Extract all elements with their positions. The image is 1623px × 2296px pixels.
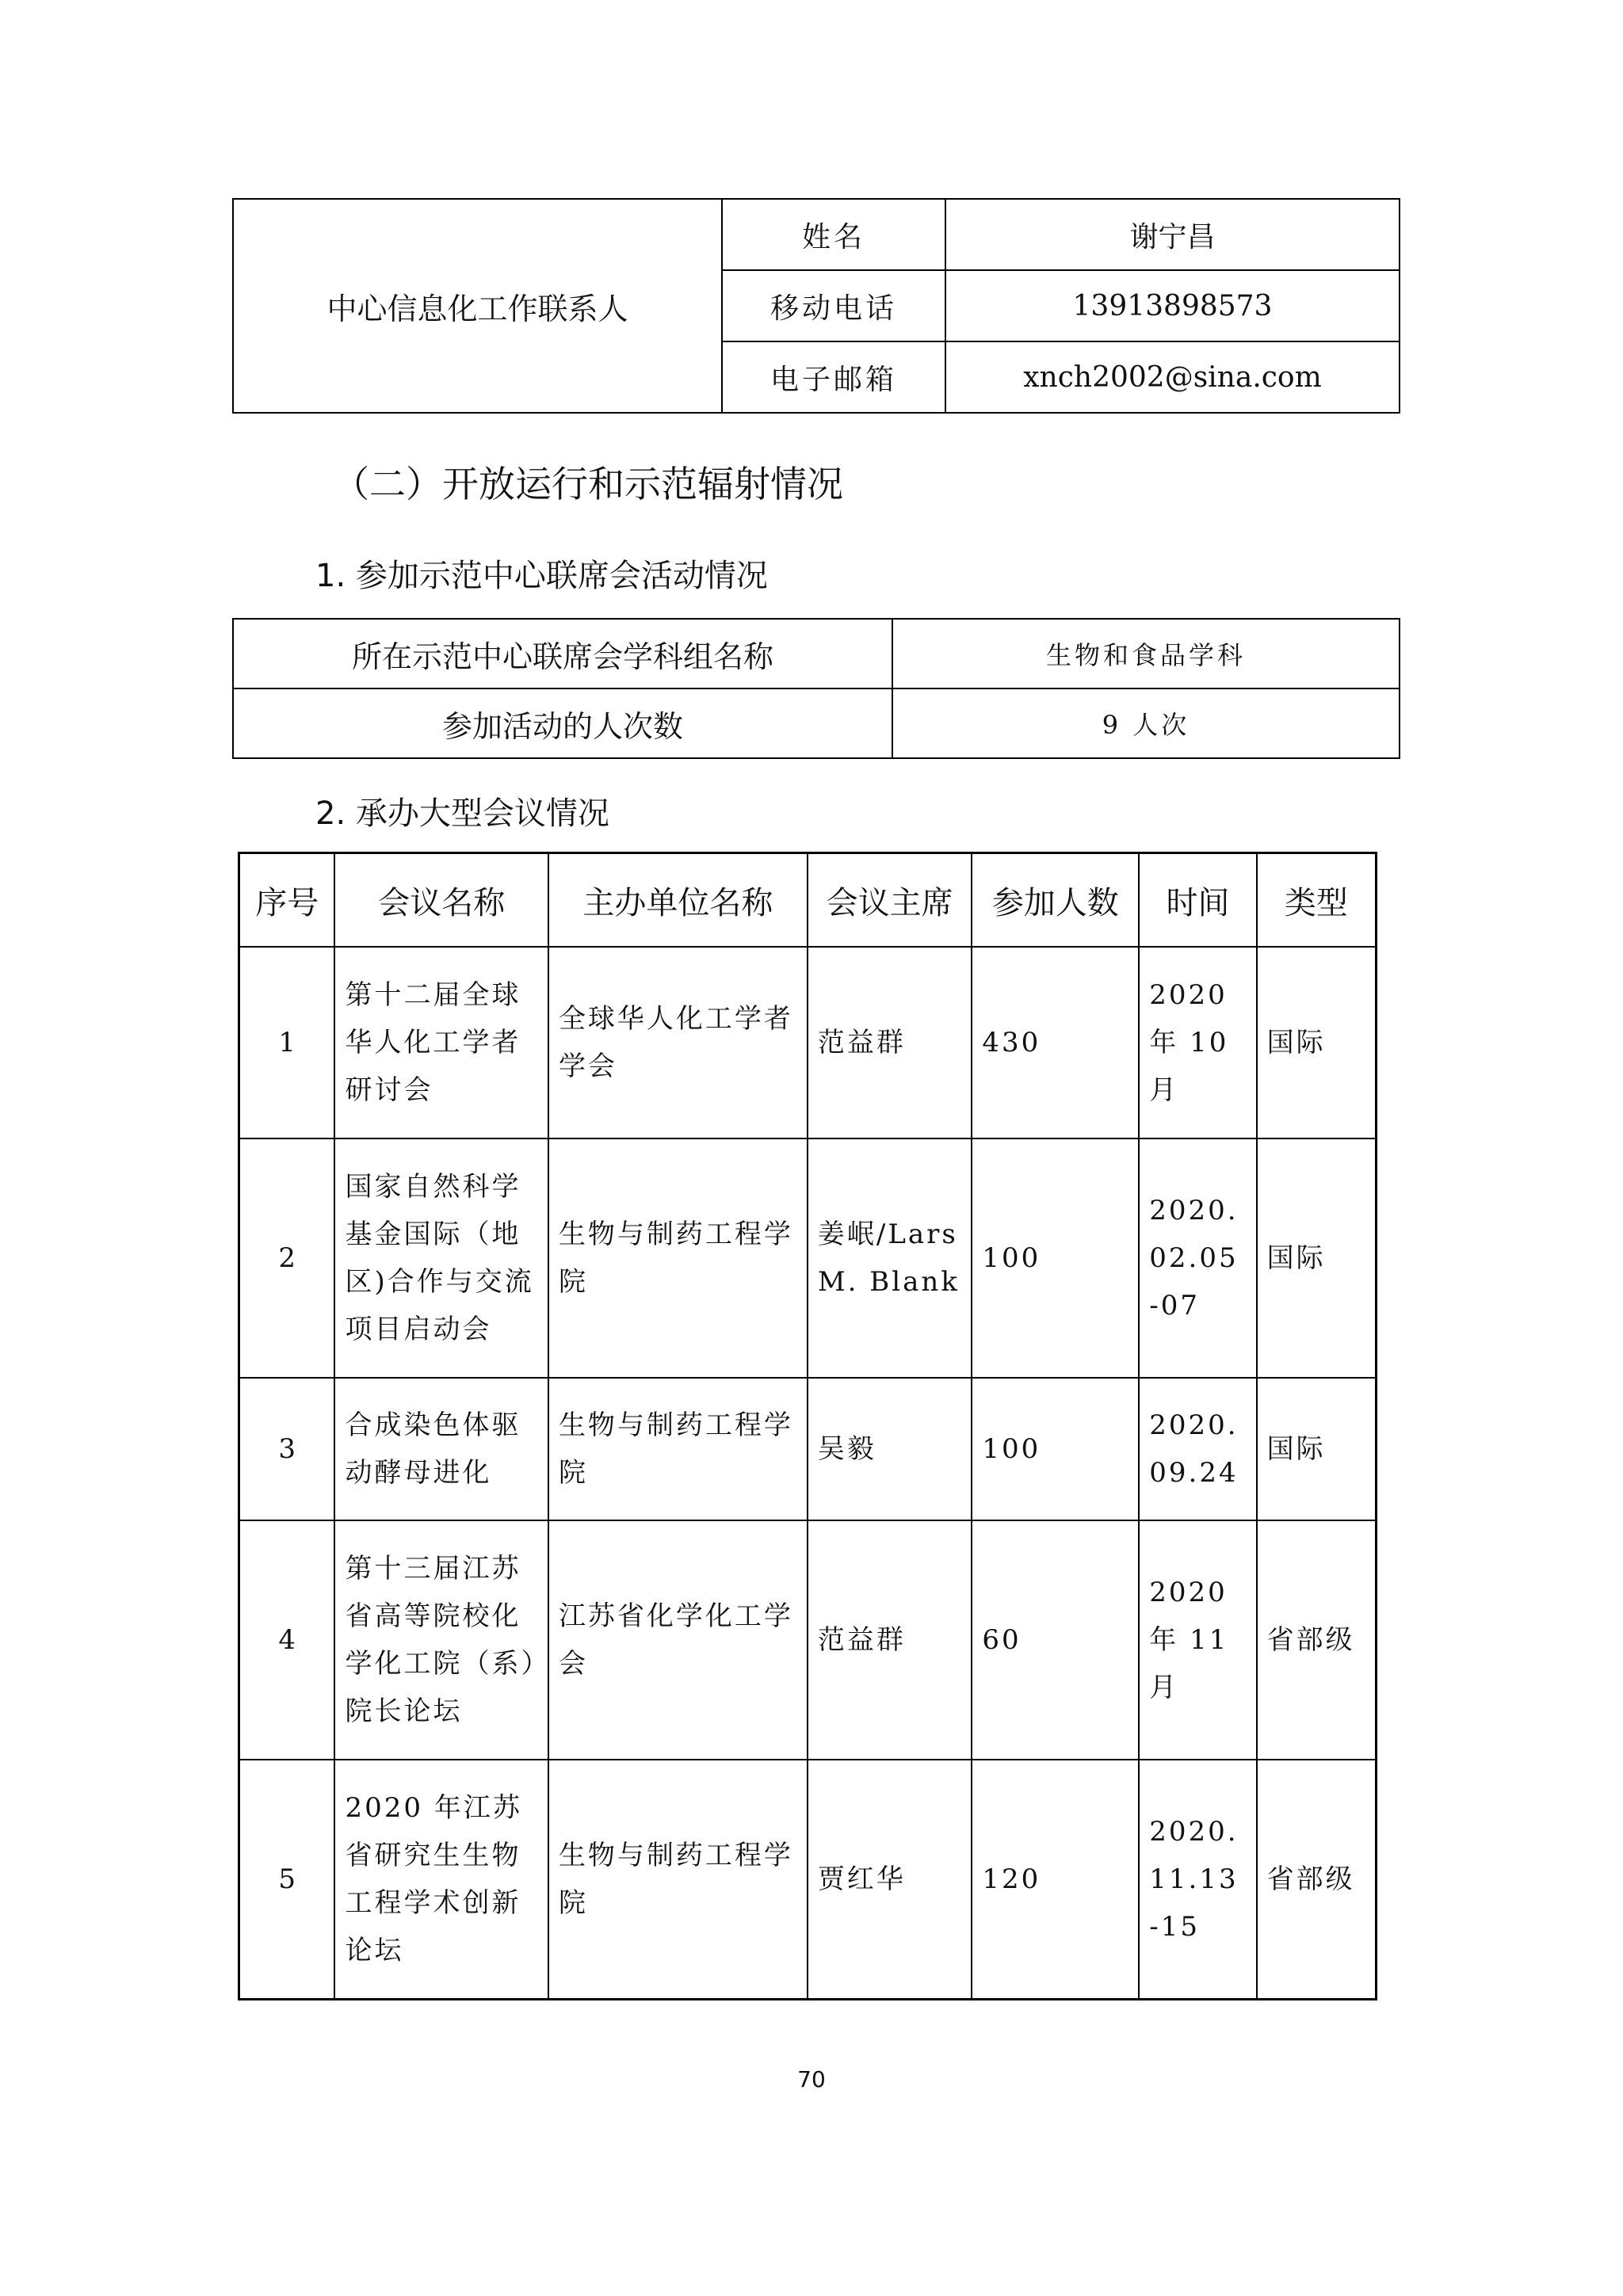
cell-no: 5 [239, 1760, 335, 1999]
joint-key: 参加活动的人次数 [233, 688, 892, 758]
page-number: 70 [797, 2066, 826, 2092]
cell-time: 2020.11.13-15 [1139, 1760, 1256, 1999]
cell-time: 2020 年 10 月 [1139, 947, 1256, 1138]
column-header: 会议名称 [334, 853, 548, 948]
cell-count: 60 [972, 1520, 1139, 1760]
cell-meeting-name: 第十二届全球华人化工学者研讨会 [334, 947, 548, 1138]
cell-no: 2 [239, 1138, 335, 1378]
cell-host: 江苏省化学化工学会 [548, 1520, 808, 1760]
cell-type: 省部级 [1257, 1760, 1377, 1999]
contact-label: 中心信息化工作联系人 [233, 199, 722, 413]
cell-host: 生物与制药工程学院 [548, 1378, 808, 1520]
column-header: 主办单位名称 [548, 853, 808, 948]
cell-host: 全球华人化工学者学会 [548, 947, 808, 1138]
cell-count: 100 [972, 1138, 1139, 1378]
contact-value: 13913898573 [945, 270, 1400, 341]
cell-type: 省部级 [1257, 1520, 1377, 1760]
cell-meeting-name: 2020 年江苏省研究生生物工程学术创新论坛 [334, 1760, 548, 1999]
cell-time: 2020 年 11 月 [1139, 1520, 1256, 1760]
column-header: 类型 [1257, 853, 1377, 948]
table-row [239, 1138, 1377, 1378]
cell-chair: 姜岷/Lars M. Blank [808, 1138, 972, 1378]
table-row [239, 1378, 1377, 1520]
column-header: 序号 [239, 853, 335, 948]
cell-count: 430 [972, 947, 1139, 1138]
contact-value: xnch2002@sina.com [945, 341, 1400, 413]
cell-no: 4 [239, 1520, 335, 1760]
section-title: （二）开放运行和示范辐射情况 [333, 463, 843, 505]
cell-host: 生物与制药工程学院 [548, 1138, 808, 1378]
contact-table [232, 198, 1400, 414]
cell-count: 120 [972, 1760, 1139, 1999]
subsection-title-2: 2. 承办大型会议情况 [315, 795, 609, 832]
cell-chair: 范益群 [808, 947, 972, 1138]
subsection-title-1: 1. 参加示范中心联席会活动情况 [315, 558, 768, 594]
cell-time: 2020.09.24 [1139, 1378, 1256, 1520]
cell-type: 国际 [1257, 1378, 1377, 1520]
contact-key: 电子邮箱 [722, 341, 945, 413]
table-row [239, 1760, 1377, 1999]
cell-type: 国际 [1257, 1138, 1377, 1378]
cell-time: 2020.02.05-07 [1139, 1138, 1256, 1378]
contact-key: 姓名 [722, 199, 945, 270]
table-row [239, 1520, 1377, 1760]
joint-meeting-table [232, 618, 1400, 759]
cell-type: 国际 [1257, 947, 1377, 1138]
column-header: 会议主席 [808, 853, 972, 948]
table-row [239, 947, 1377, 1138]
contact-value: 谢宁昌 [945, 199, 1400, 270]
joint-value: 9 人次 [892, 688, 1400, 758]
meetings-table [238, 852, 1377, 2000]
cell-chair: 贾红华 [808, 1760, 972, 1999]
joint-key: 所在示范中心联席会学科组名称 [233, 619, 892, 688]
cell-no: 3 [239, 1378, 335, 1520]
cell-chair: 范益群 [808, 1520, 972, 1760]
cell-host: 生物与制药工程学院 [548, 1760, 808, 1999]
cell-count: 100 [972, 1378, 1139, 1520]
cell-meeting-name: 第十三届江苏省高等院校化学化工院（系）院长论坛 [334, 1520, 548, 1760]
cell-meeting-name: 合成染色体驱动酵母进化 [334, 1378, 548, 1520]
cell-chair: 吴毅 [808, 1378, 972, 1520]
joint-value: 生物和食品学科 [892, 619, 1400, 688]
column-header: 时间 [1139, 853, 1256, 948]
contact-key: 移动电话 [722, 270, 945, 341]
cell-meeting-name: 国家自然科学基金国际（地区)合作与交流项目启动会 [334, 1138, 548, 1378]
column-header: 参加人数 [972, 853, 1139, 948]
cell-no: 1 [239, 947, 335, 1138]
